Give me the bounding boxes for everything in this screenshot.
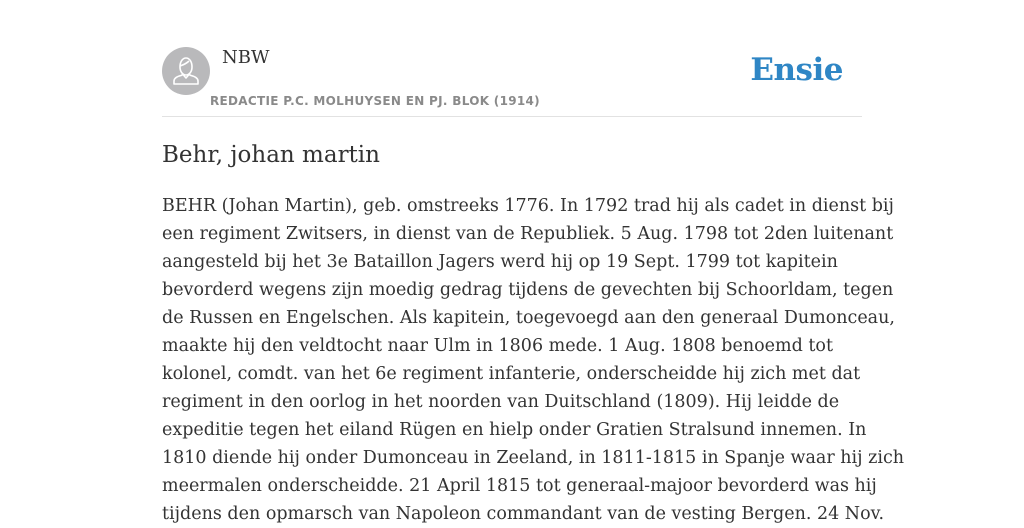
article-line: BEHR (Johan Martin), geb. omstreeks 1776. In 1792 trad hij als cadet in dienst bij [162,196,894,216]
article-title: Behr, johan martin [162,142,380,168]
brand-logo[interactable]: Ensie [750,52,843,88]
byline: REDACTIE P.C. MOLHUYSEN EN PJ. BLOK (1914) [210,94,540,108]
article-body [162,192,922,528]
article-line: maakte hij den veldtocht naar Ulm in 1806 mede. 1 Aug. 1808 benoemd tot [162,336,833,356]
article-line: meermalen onderscheidde. 21 April 1815 tot generaal-majoor bevorderd was hij [162,476,877,496]
article-line: bevorderd wegens zijn moedig gedrag tijdens de gevechten bij Schoorldam, tegen [162,280,894,300]
header [162,46,862,117]
article-line: regiment in den oorlog in het noorden van Duitschland (1809). Hij leidde de [162,392,840,412]
author-avatar[interactable] [162,47,210,95]
article-line: aangesteld bij het 3e Bataillon Jagers werd hij op 19 Sept. 1799 tot kapitein [162,252,838,272]
article-line: expeditie tegen het eiland Rügen en hielp onder Gratien Stralsund innemen. In [162,420,867,440]
article-line: de Russen en Engelschen. Als kapitein, toegevoegd aan den generaal Dumonceau, [162,308,895,328]
article-line: 1810 diende hij onder Dumonceau in Zeeland, in 1811-1815 in Spanje waar hij zich [162,448,905,468]
user-icon [162,47,210,95]
article-line: een regiment Zwitsers, in dienst van de Republiek. 5 Aug. 1798 tot 2den luitenant [162,224,894,244]
article-line: kolonel, comdt. van het 6e regiment infanterie, onderscheidde hij zich met dat [162,364,861,384]
author-name[interactable]: NBW [222,47,270,68]
article-line: tijdens den opmarsch van Napoleon commandant van de vesting Bergen. 24 Nov. [162,504,885,524]
